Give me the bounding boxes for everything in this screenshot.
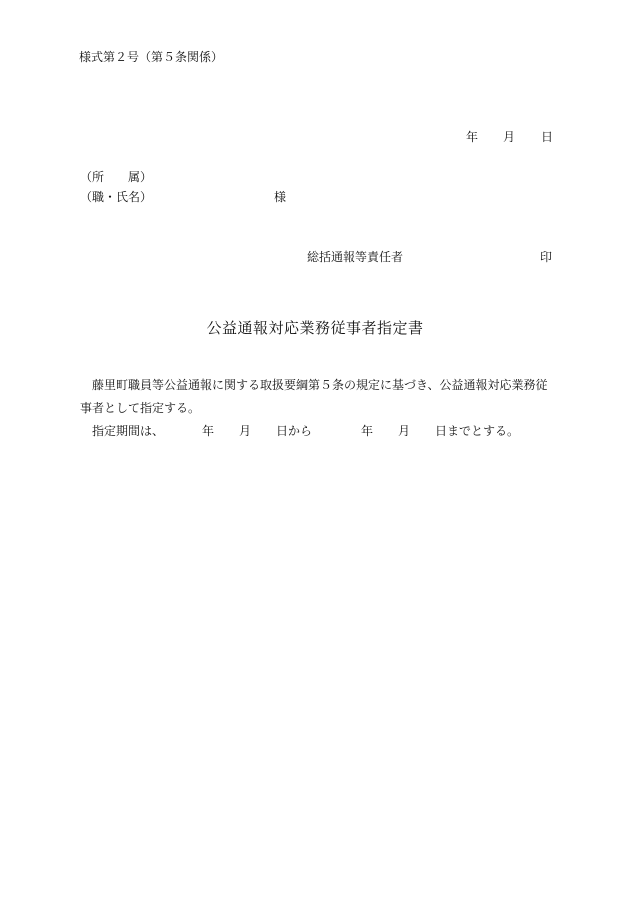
form-number: 様式第２号（第５条関係）: [79, 50, 224, 64]
period-start-day-from: 日から: [276, 424, 313, 438]
document-title: 公益通報対応業務従事者指定書: [206, 319, 424, 337]
date-line: [466, 130, 554, 144]
designation-period-row: [80, 420, 558, 443]
name-label: （職・氏名）: [80, 190, 153, 204]
period-start-month: 月: [239, 424, 252, 438]
period-end-year: 年: [361, 424, 374, 438]
affiliation-label: （所 属）: [80, 170, 153, 184]
document-body: [80, 374, 558, 443]
designation-paragraph: 藤里町職員等公益通報に関する取扱要綱第５条の規定に基づき、公益通報対応業務従事者として指定する。: [80, 378, 548, 415]
honorific-sama: 様: [274, 190, 287, 204]
date-year-label: 年: [466, 130, 479, 144]
period-end-month: 月: [398, 424, 411, 438]
date-day-label: 日: [541, 130, 554, 144]
seal-mark: 印: [539, 250, 552, 264]
period-start-year: 年: [202, 424, 215, 438]
period-label: 指定期間は、: [92, 424, 165, 438]
issuer-row: [307, 250, 552, 264]
date-month-label: 月: [503, 130, 516, 144]
issuer-title: 総括通報等責任者: [307, 250, 404, 264]
period-end-day-until: 日までとする。: [435, 424, 520, 438]
